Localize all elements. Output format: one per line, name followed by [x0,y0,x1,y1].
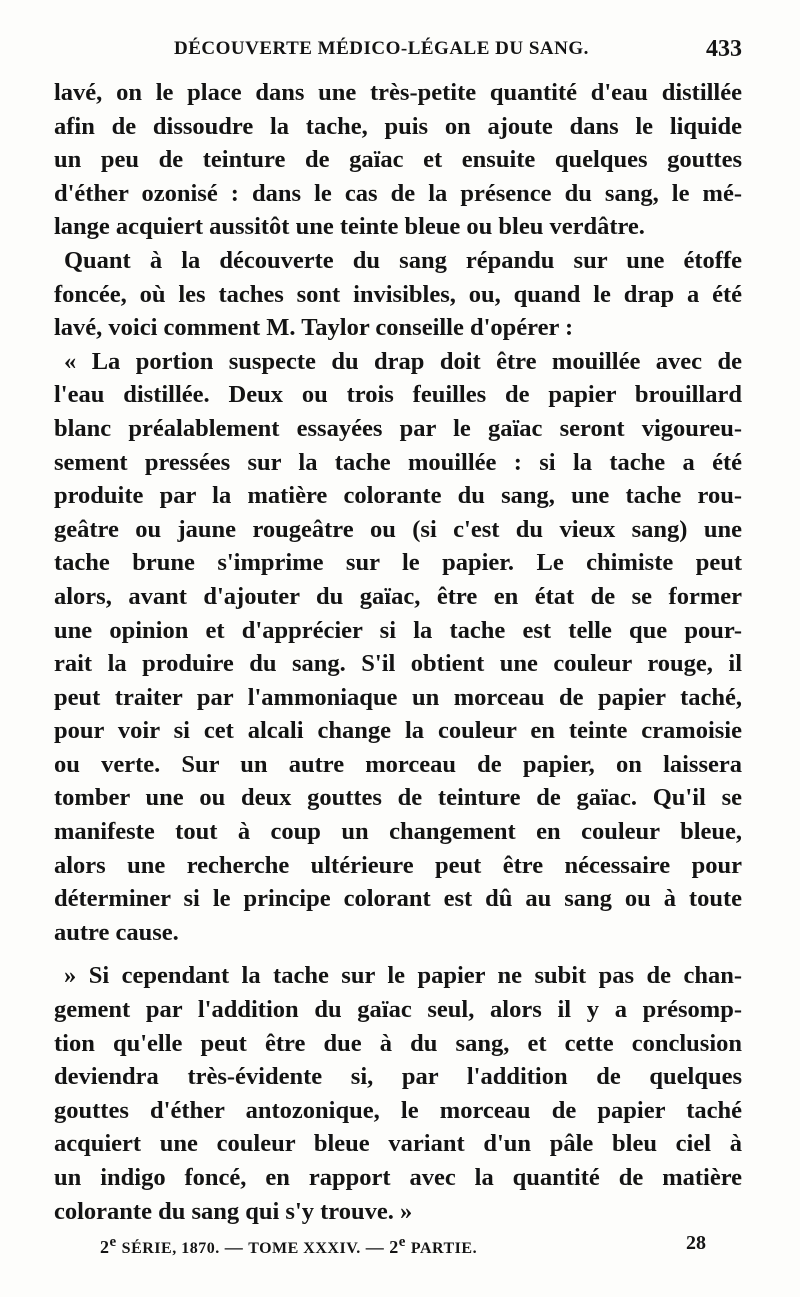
paragraph [54,244,742,345]
page-number: 433 [706,36,742,62]
text-line: manifeste tout à coup un changement en couleur bleue, [54,818,742,846]
body-text [54,76,742,1228]
text-line: l'eau distillée. Deux ou trois feuilles de papier brouillard [54,381,742,409]
text-line: déterminer si le principe colorant est dû au sang ou à toute [54,885,742,913]
part-superscript: e [398,1234,406,1250]
text-line: un peu de teinture de gaïac et ensuite quelques gouttes [54,146,742,174]
text-line: acquiert une couleur bleue variant d'un pâle bleu ciel à [54,1130,742,1158]
text-line: gement par l'addition du gaïac seul, alors il y a présomp- [54,996,742,1024]
text-line: lavé, on le place dans une très-petite quantité d'eau distillée [54,79,742,106]
text-line: peut traiter par l'ammoniaque un morceau de papier taché, [54,683,742,711]
text-line: produite par la matière colorante du sang, une tache rou- [54,482,742,510]
text-line: colorante du sang qui s'y trouve. » [54,1197,413,1225]
text-line: deviendra très-évidente si, par l'addition de quelques [54,1063,742,1091]
text-line: alors une recherche ultérieure peut être nécessaire pour [54,851,742,879]
text-line: ou verte. Sur un autre morceau de papier, on laissera [54,750,742,778]
text-line: une opinion et d'apprécier si la tache est telle que pour- [54,616,742,644]
footer-dash: — [224,1237,244,1257]
text-line: « La portion suspecte du drap doit être mouillée avec de [64,347,742,375]
text-line: autre cause. [54,918,179,946]
text-line: Quant à la découverte du sang répandu sur une étoffe [64,246,742,274]
text-line: rait la produire du sang. S'il obtient une couleur rouge, il [54,650,742,678]
page-footer [100,1230,710,1260]
quotation-paragraph [54,345,742,950]
sheet-signature: 28 [686,1232,706,1254]
text-line: tion qu'elle peut être due à du sang, et cette conclusion [54,1029,742,1057]
series-superscript: e [109,1234,117,1250]
running-head [62,34,742,68]
quotation-paragraph [54,959,742,1228]
running-title: DÉCOUVERTE MÉDICO-LÉGALE DU SANG. [174,38,589,59]
text-line: lange acquiert aussitôt une teinte bleue ou bleu verdâtre. [54,213,645,241]
text-line: » Si cependant la tache sur le papier ne subit pas de chan- [64,962,742,990]
text-line: alors, avant d'ajouter du gaïac, être en état de se former [54,582,742,610]
tome-label: TOME XXXIV. [248,1240,361,1257]
series-signature [100,1234,477,1258]
text-line: un indigo foncé, en rapport avec la quantité de matière [54,1164,742,1191]
text-line: tomber une ou deux gouttes de teinture de gaïac. Qu'il se [54,784,742,812]
text-line: geâtre ou jaune rougeâtre ou (si c'est du vieux sang) une [54,515,742,543]
series-label: SÉRIE, 1870. [121,1240,220,1257]
text-line: sement pressées sur la tache mouillée : si la tache a été [54,448,742,476]
text-line: foncée, où les taches sont invisibles, ou, quand le drap a été [54,280,742,308]
text-line: lavé, voici comment M. Taylor conseille d'opérer : [54,314,574,342]
text-line: tache brune s'imprime sur le papier. Le chimiste peut [54,549,742,577]
text-line: afin de dissoudre la tache, puis on ajoute dans le liquide [54,112,742,140]
part-number: 2 [389,1237,399,1257]
footer-dash: — [365,1237,385,1257]
text-line: gouttes d'éther antozonique, le morceau de papier taché [54,1096,742,1124]
text-line: blanc préalablement essayées par le gaïac seront vigoureu- [54,414,742,442]
paragraph [54,76,742,244]
part-label: PARTIE. [410,1240,478,1257]
series-number: 2 [100,1237,110,1257]
text-line: d'éther ozonisé : dans le cas de la présence du sang, le mé- [54,179,742,207]
text-line: pour voir si cet alcali change la couleur en teinte cramoisie [54,717,742,745]
